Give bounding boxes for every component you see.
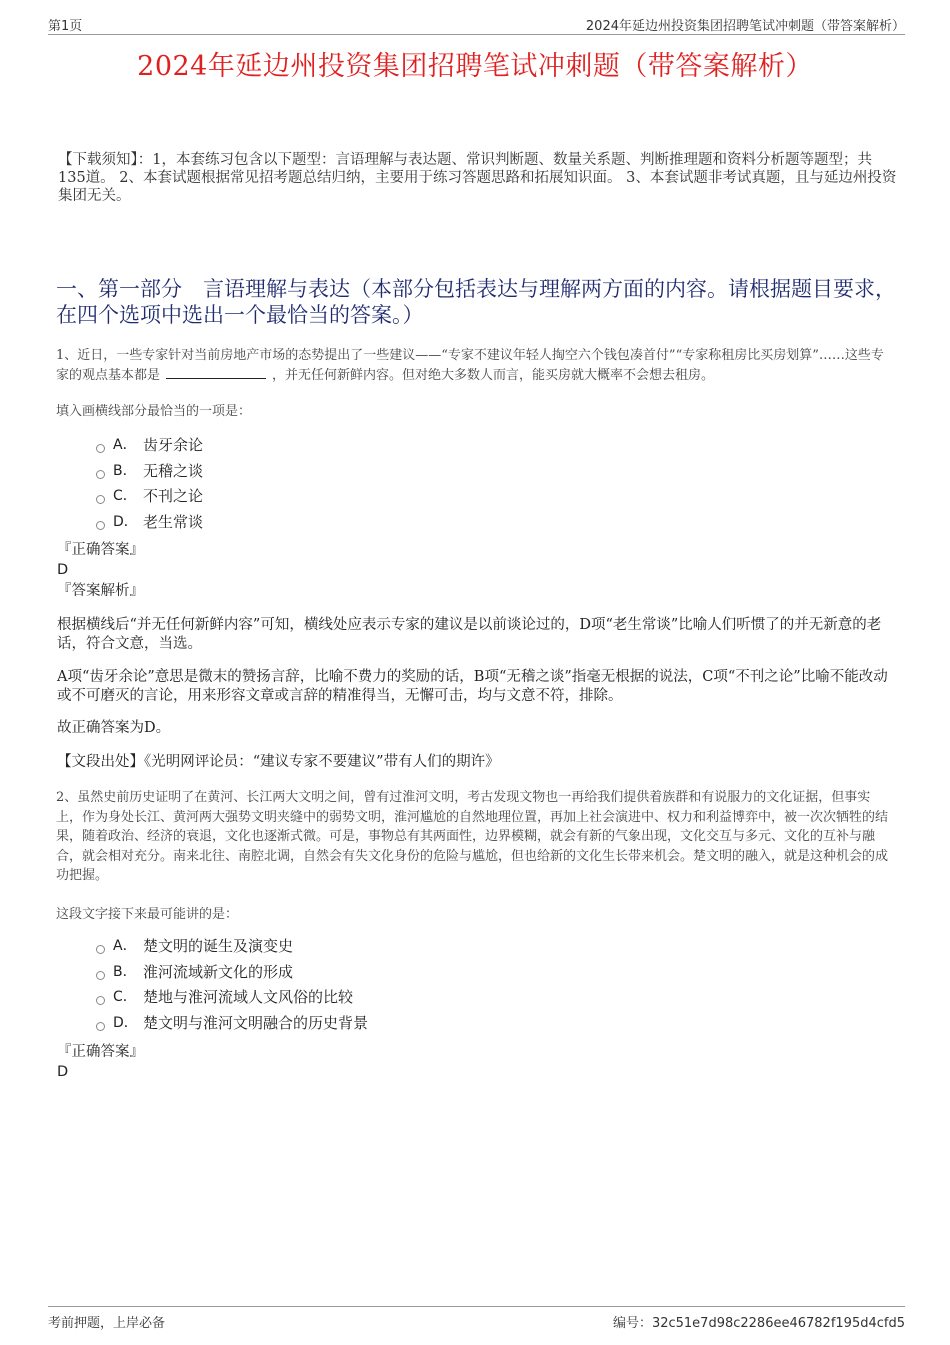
analysis-conclusion: 故正确答案为D。 (57, 720, 171, 736)
radio-icon[interactable] (96, 945, 105, 954)
option-c[interactable]: C． 不刊之论 (96, 484, 203, 510)
footer-slogan: 考前押题，上岸必备 (48, 1316, 166, 1331)
source-citation: 【文段出处】《光明网评论员：“建议专家不要建议”带有人们的期许》 (57, 754, 500, 770)
question-2-stem: 2、虽然史前历史证明了在黄河、长江两大文明之间，曾有过淮河文明，考古发现文物也一再给我们提供着族群和有说服力的文化证据，但事实上，作为身处长江、黄河两大强势文明夹缝中的弱势文明，淮河尴尬的自然地理位置，再加上社会演进中、权力和利益博弈中，被一次次牺牲的结果，随着政治、经济的衰退，文化也逐渐式微。可是，事物总有其两面性，边界模糊，就会有新的气象出现，文化交互与多元、文化的互补与融合，就会相对充分。南来北往、南腔北调，自然会有失文化身份的危险与尴尬，但也给新的文化生长带来机会。楚文明的融入，就是这种机会的成功把握。 (56, 790, 889, 883)
analysis-paragraph-2: A项“齿牙余论”意思是微末的赞扬言辞，比喻不费力的奖励的话，B项“无稽之谈”指毫无根据的说法，C项“不刊之论”比喻不能改动或不可磨灭的言论，用来形容文章或言辞的精准得当，无懈可击，均与文意不符，排除。 (57, 669, 888, 704)
answer-label: 『正确答案』 (57, 1044, 144, 1060)
option-c[interactable]: C． 楚地与淮河流域人文风俗的比较 (96, 985, 368, 1011)
question-1-prompt: 填入画横线部分最恰当的一项是： (56, 404, 252, 419)
option-a[interactable]: A． 齿牙余论 (96, 433, 203, 459)
radio-icon[interactable] (96, 470, 105, 479)
radio-icon[interactable] (96, 971, 105, 980)
page-header (48, 14, 905, 35)
document-title: 2024年延边州投资集团招聘笔试冲刺题（带答案解析） (137, 51, 813, 82)
option-b[interactable]: B． 淮河流域新文化的形成 (96, 960, 368, 986)
option-a[interactable]: A． 楚文明的诞生及演变史 (96, 934, 368, 960)
radio-icon[interactable] (96, 1022, 105, 1031)
question-2-prompt: 这段文字接下来最可能讲的是： (56, 907, 239, 922)
answer-value: D (57, 1064, 69, 1080)
answer-value: D (57, 562, 69, 578)
page-number: 第1页 (48, 19, 83, 34)
document-code: 编号：32c51e7d98c2286ee46782f195d4cfd5 (612, 1316, 905, 1331)
download-notice: 【下载须知】：1，本套练习包含以下题型：言语理解与表达题、常识判断题、数量关系题、判断推理题和资料分析题等题型；共135道。 2、本套试题根据常见招考题总结归纳，主要用于练习答题思路和拓展知识面。 3、本套试题非考试真题，且与延边州投资集团无关。 (58, 152, 897, 204)
radio-icon[interactable] (96, 996, 105, 1005)
section-heading: 一、第一部分 言语理解与表达（本部分包括表达与理解两方面的内容。请根据题目要求，在四个选项中选出一个最恰当的答案。） (56, 277, 896, 327)
question-1-stem-before: 1、近日，一些专家针对当前房地产市场的态势提出了一些建议——“专家不建议年轻人掏空六个钱包凑首付”“专家称租房比买房划算”……这些专家的观点基本都是 (56, 348, 884, 383)
radio-icon[interactable] (96, 444, 105, 453)
option-d[interactable]: D． 楚文明与淮河文明融合的历史背景 (96, 1011, 368, 1037)
question-2-options (96, 934, 368, 1036)
analysis-label: 『答案解析』 (57, 583, 144, 599)
question-1-options (96, 433, 203, 535)
radio-icon[interactable] (96, 495, 105, 504)
radio-icon[interactable] (96, 521, 105, 530)
fill-in-blank (166, 366, 266, 379)
answer-label: 『正确答案』 (57, 542, 144, 558)
question-1-stem-after: ，并无任何新鲜内容。但对绝大多数人而言，能买房就大概率不会想去租房。 (272, 368, 715, 383)
header-doc-title: 2024年延边州投资集团招聘笔试冲刺题（带答案解析） (585, 19, 905, 34)
page-footer (48, 1306, 905, 1329)
option-d[interactable]: D． 老生常谈 (96, 510, 203, 536)
question-1-stem (56, 346, 896, 386)
option-b[interactable]: B． 无稽之谈 (96, 459, 203, 485)
analysis-paragraph-1: 根据横线后“并无任何新鲜内容”可知，横线处应表示专家的建议是以前谈论过的，D项“老生常谈”比喻人们听惯了的并无新意的老话，符合文意，当选。 (57, 617, 882, 652)
